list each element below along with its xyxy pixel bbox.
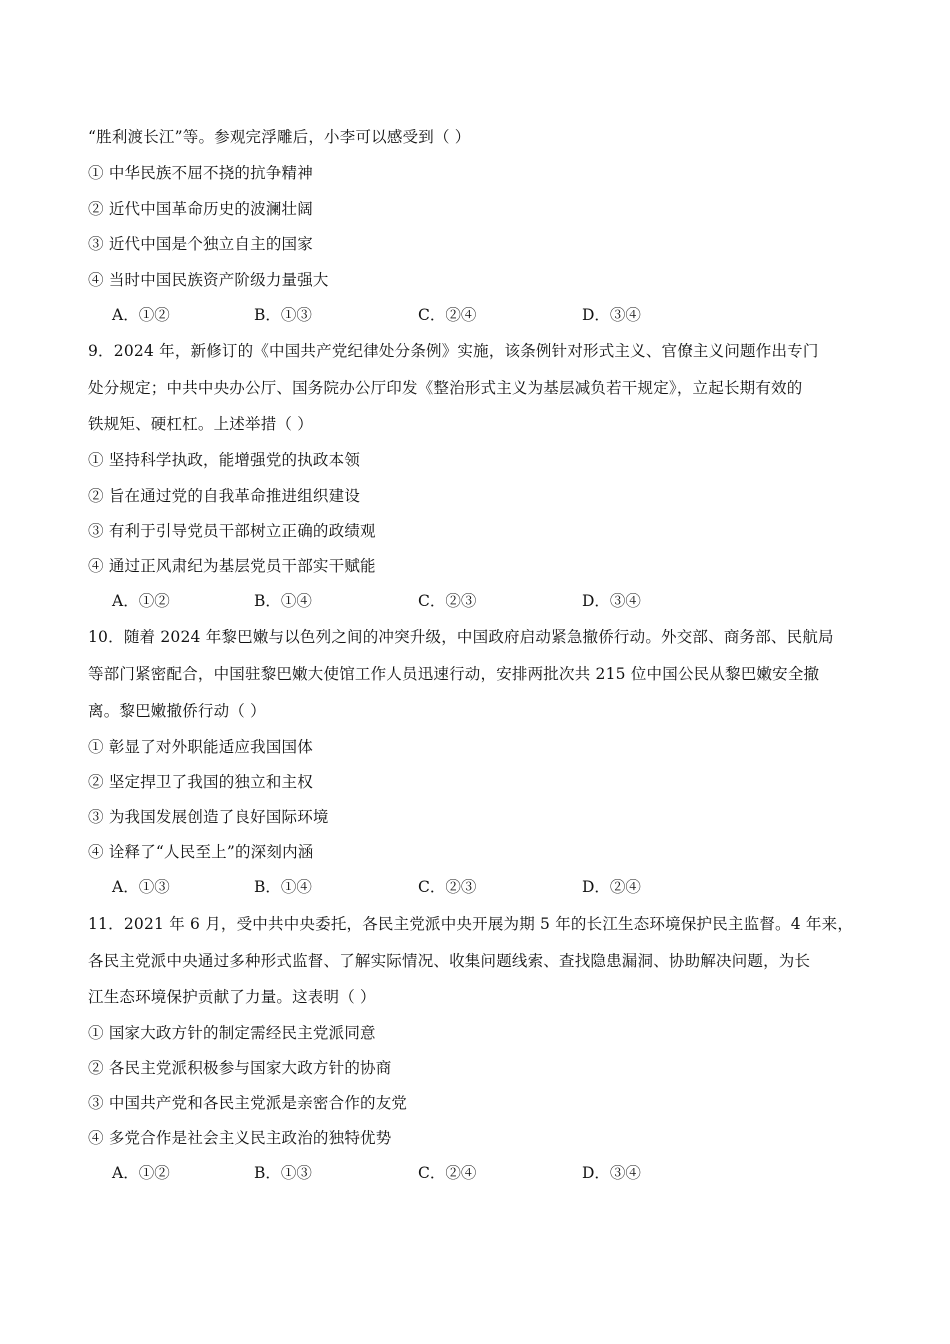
- question-8-option-4: ④ 当时中国民族资产阶级力量强大: [88, 271, 329, 289]
- question-11-choices: [88, 1163, 788, 1183]
- question-11-choice-a: A．①②: [112, 1164, 170, 1182]
- question-11-option-1: ① 国家大政方针的制定需经民主党派同意: [88, 1024, 376, 1042]
- question-10-option-1: ① 彰显了对外职能适应我国国体: [88, 738, 313, 756]
- question-9-stem-line-3: 铁规矩、硬杠杠。上述举措（ ）: [88, 415, 313, 433]
- question-10-choice-b: B．①④: [254, 878, 312, 896]
- question-10-choice-c: C．②③: [418, 878, 477, 896]
- question-10-stem-line-3: 离。黎巴嫩撤侨行动（ ）: [88, 702, 266, 720]
- question-8-choices: [88, 305, 788, 325]
- question-8-choice-b: B．①③: [254, 306, 312, 324]
- question-10-stem-line-1: 10．随着 2024 年黎巴嫩与以色列之间的冲突升级，中国政府启动紧急撤侨行动。外交部、商务部、民航局: [88, 628, 834, 646]
- question-10-option-3: ③ 为我国发展创造了良好国际环境: [88, 808, 329, 826]
- question-9-option-3: ③ 有利于引导党员干部树立正确的政绩观: [88, 522, 376, 540]
- question-9-choice-b: B．①④: [254, 592, 312, 610]
- question-11-option-3: ③ 中国共产党和各民主党派是亲密合作的友党: [88, 1094, 408, 1112]
- question-10-choices: [88, 877, 788, 897]
- question-9-option-1: ① 坚持科学执政，能增强党的执政本领: [88, 451, 361, 469]
- question-8-choice-d: D．③④: [582, 306, 641, 324]
- question-9-option-2: ② 旨在通过党的自我革命推进组织建设: [88, 487, 361, 505]
- question-9-choice-d: D．③④: [582, 592, 641, 610]
- question-8-choice-a: A．①②: [112, 306, 170, 324]
- question-11-option-4: ④ 多党合作是社会主义民主政治的独特优势: [88, 1129, 392, 1147]
- question-9-option-4: ④ 通过正风肃纪为基层党员干部实干赋能: [88, 557, 376, 575]
- question-8-stem-continuation: “胜利渡长江”等。参观完浮雕后，小李可以感受到（ ）: [88, 128, 471, 146]
- question-9-choice-a: A．①②: [112, 592, 170, 610]
- question-11-stem-line-2: 各民主党派中央通过多种形式监督、了解实际情况、收集问题线索、查找隐患漏洞、协助解决问题，为长: [88, 952, 811, 970]
- question-9-choice-c: C．②③: [418, 592, 477, 610]
- question-10-choice-d: D．②④: [582, 878, 641, 896]
- question-10-option-4: ④ 诠释了“人民至上”的深刻内涵: [88, 843, 314, 861]
- question-11-choice-b: B．①③: [254, 1164, 312, 1182]
- question-9-stem-line-1: 9．2024 年，新修订的《中国共产党纪律处分条例》实施，该条例针对形式主义、官僚主义问题作出专门: [88, 342, 819, 360]
- question-9-stem-line-2: 处分规定；中共中央办公厅、国务院办公厅印发《整治形式主义为基层减负若干规定》，立起长期有效的: [88, 379, 803, 397]
- question-10-stem-line-2: 等部门紧密配合，中国驻黎巴嫩大使馆工作人员迅速行动，安排两批次共 215 位中国公民从黎巴嫩安全撤: [88, 665, 820, 683]
- question-11-stem-line-3: 江生态环境保护贡献了力量。这表明（ ）: [88, 988, 376, 1006]
- question-11-choice-c: C．②④: [418, 1164, 477, 1182]
- question-9-choices: [88, 591, 788, 611]
- question-10-option-2: ② 坚定捍卫了我国的独立和主权: [88, 773, 313, 791]
- question-11-stem-line-1: 11．2021 年 6 月，受中共中央委托，各民主党派中央开展为期 5 年的长江生态环境保护民主监督。4 年来，: [88, 915, 854, 933]
- question-8-option-1: ① 中华民族不屈不挠的抗争精神: [88, 164, 313, 182]
- question-8-option-3: ③ 近代中国是个独立自主的国家: [88, 235, 313, 253]
- question-10-choice-a: A．①③: [112, 878, 170, 896]
- question-8-choice-c: C．②④: [418, 306, 477, 324]
- question-11-option-2: ② 各民主党派积极参与国家大政方针的协商: [88, 1059, 392, 1077]
- question-8-option-2: ② 近代中国革命历史的波澜壮阔: [88, 200, 313, 218]
- question-11-choice-d: D．③④: [582, 1164, 641, 1182]
